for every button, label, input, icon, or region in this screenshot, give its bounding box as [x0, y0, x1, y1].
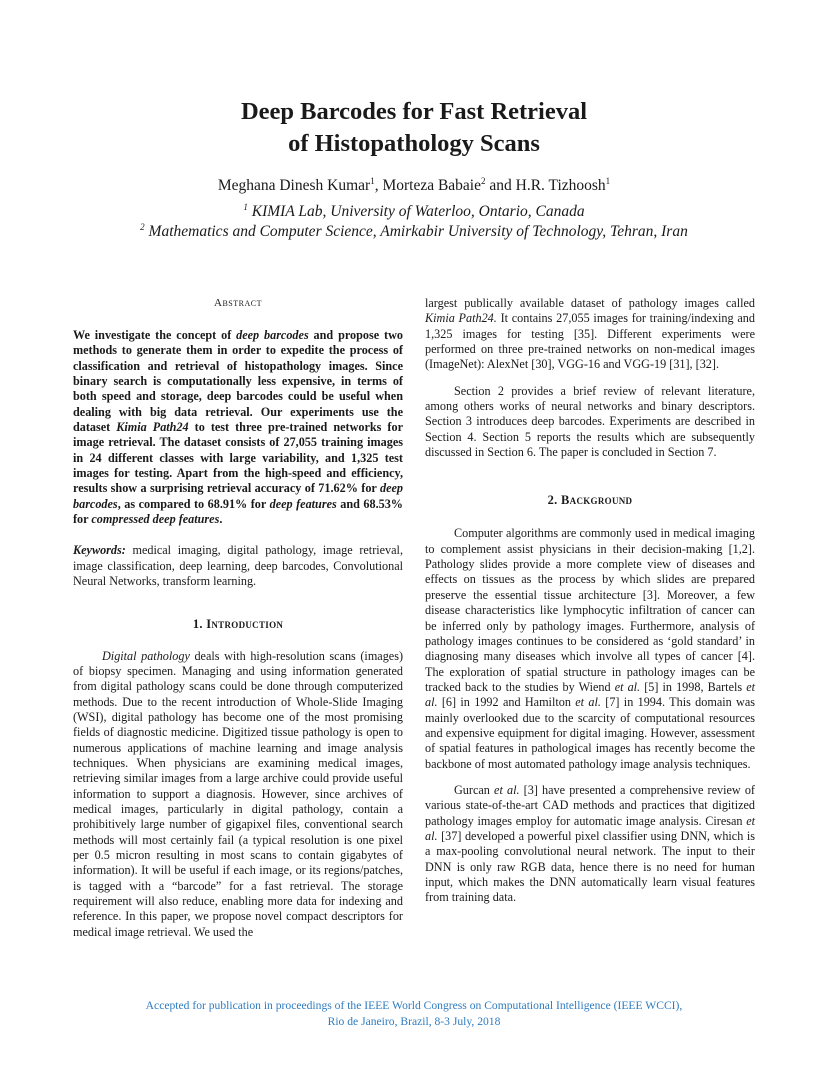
intro-paragraph-1: Digital pathology deals with high-resolution scans (images) of biopsy specimen. Managing and using information generated from digital pathology scans could be done through computerized methods. Due to the recent introduction of Whole-Slide Imaging (WSI), digital pathology has become one of the most promising fields of diagnostic medicine. Digitized tissue pathology is open to numerous applications of machine learning and image analysis techniques. When physicians are examining medical images, retrieving similar images from a large archive could provide useful information to support a diagnosis. However, since archives of medical images, particularly in digital pathology, contain a prohibitively large number of gigapixel files, conventional search methods will most certainly fail (a typical resolution is one pixel per 0.5 micron resulting in most scans to contain gigabytes of information). It will be useful if each image, or its regions/patches, is tagged with a “barcode” for a fast retrieval. The storage requirement will also reduce, enabling more data for indexing and reference. In this paper, we propose novel compact descriptors for medical image retrieval. We used the [73, 648, 404, 939]
author-3: H.R. Tizhoosh [515, 177, 606, 194]
keywords: Keywords: medical imaging, digital pathology, image retrieval, image classification, deep learning, deep barcodes, Convolutional Neural Networks, transform learning. [73, 543, 403, 589]
author-1-affil: 1 [370, 175, 375, 186]
affiliation-1: $^1$ KIMIA Lab, University of Waterloo, Ontario, Canada [243, 201, 585, 220]
author-2: Morteza Babaie [382, 177, 481, 194]
affiliation-2: $^2$ Mathematics and Computer Science, Amirkabir University of Technology, Tehran, Iran [140, 221, 688, 240]
author-3-affil: 1 [605, 175, 611, 186]
footer-line-2: Rio de Janeiro, Brazil, 8-3 July, 2018 [327, 1015, 501, 1028]
author-2-affil: 2 [481, 175, 486, 186]
right-column [425, 296, 755, 906]
intro-paragraph-1-continued: largest publically available dataset of pathology images called Kimia Path24. It contains 27,055 images for training/indexing and 1,325 images for testing [35]. Different experiments were performed on three pre-trained networks on non-medical images (ImageNet): AlexNet [30], VGG-16 and VGG-19 [31], [32]. [425, 296, 755, 372]
intro-paragraph-2: Section 2 provides a brief review of relevant literature, among others works of neural networks and binary descriptors. Section 3 introduces deep barcodes. Experiments are described in Section 4. Section 5 reports the results which are subsequently discussed in Section 6. The paper is concluded in Section 7. [425, 383, 755, 460]
title-line-1: Deep Barcodes for Fast Retrieval [240, 98, 588, 125]
paper-title [0, 96, 828, 160]
section-heading-introduction: 1. Introduction [192, 616, 284, 631]
author-1: Meghana Dinesh Kumar [217, 177, 371, 194]
author-list: Meghana Dinesh Kumar$^1$, Morteza Babaie$^2$ and H.R. Tizhoosh$^1$ [217, 175, 611, 194]
publication-footer [0, 998, 828, 1030]
abstract-text: We investigate the concept of deep barcodes and propose two methods to generate them in order to expedite the process of classification and retrieval of histopathology images. Since binary search is computationally less expensive, in terms of both speed and storage, deep barcodes could be useful when dealing with big data retrieval. Our experiments use the dataset Kimia Path24 to test three pre-trained networks for image retrieval. The dataset consists of 27,055 training images in 24 different classes with large variability, and 1,325 test images for testing. Apart from the high-speed and efficiency, results show a surprising retrieval accuracy of 71.62% for deep barcodes, as compared to 68.91% for deep features and 68.53% for compressed deep features. [73, 328, 403, 527]
background-paragraph-1: Computer algorithms are commonly used in medical imaging to complement assist physicians in their decision-making [1,2]. Pathology slides provide a more complete view of diseases and effects on tissues as the process by which slides are prepared preserve the essential tissue architecture [3]. Moreover, a few disease characteristics like lymphocytic infiltration of cancer can be inferred only by pathology images. Furthermore, analysis of pathology images continues to be considered as ‘gold standard’ in diagnosing many diseases which involve all types of cancer [4]. The exploration of spatial structure in pathology images can be tracked back to the studies by Wiend et al. [5] in 1998, Bartels et al. [6] in 1992 and Hamilton et al. [7] in 1994. This domain was mainly overlooked due to the scarcity of computational resources and expensive equipment for digital imaging. However, assessment of spatial features in pathological images has recently become the backbone of most automated pathology image analysis techniques. [425, 526, 756, 771]
keywords-label: Keywords: [73, 543, 126, 558]
abstract-heading: Abstract [214, 297, 262, 309]
section-heading-background: 2. Background [547, 493, 633, 508]
title-line-2: of Histopathology Scans [288, 130, 540, 157]
background-paragraph-2: Gurcan et al. [3] have presented a comprehensive review of various state-of-the-art CAD methods and practices that digitized pathology images employ for automatic image analysis. Ciresan et al. [37] developed a powerful pixel classifier using DNN, which is a max-pooling convolutional neural network. The input to their DNN is only raw RGB data, hence there is no need for human input, which makes the DNN automatically learn visual features from training data. [425, 782, 755, 905]
left-column [73, 296, 403, 940]
footer-line-1: Accepted for publication in proceedings of the IEEE World Congress on Computational Intelligence (IEEE WCCI), [145, 999, 683, 1012]
